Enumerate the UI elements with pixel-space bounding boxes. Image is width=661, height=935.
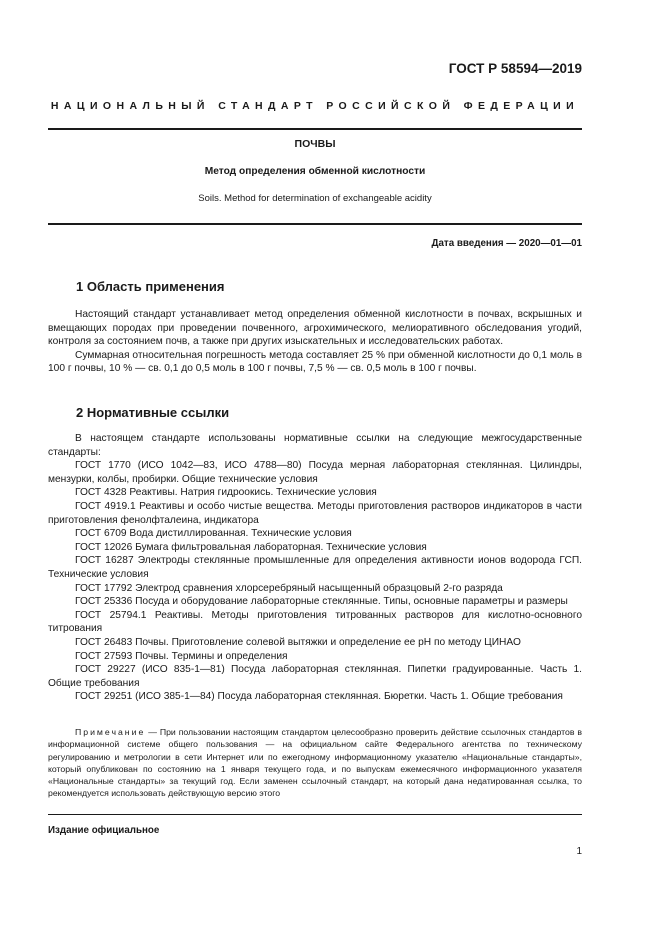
note-label: Примечание: [75, 727, 146, 737]
paragraph: Настоящий стандарт устанавливает метод определения обменной кислотности в почвах, вскрышных и вмещающих породах при проведении почвенного, агрохимического, мелиоративного обследования угодий, контроля за состоянием почв, а также при других изыскательных и исследовательских работах.: [48, 309, 582, 348]
reference-item: ГОСТ 4919.1 Реактивы и особо чистые вещества. Методы приготовления растворов индикаторов в части приготовления фенолфталеина, индикатора: [48, 500, 582, 526]
page-number: 1: [576, 846, 582, 857]
reference-item: ГОСТ 4328 Реактивы. Натрия гидроокись. Технические условия: [75, 487, 377, 499]
section-heading-references: 2 Нормативные ссылки: [76, 405, 230, 420]
reference-item: ГОСТ 17792 Электрод сравнения хлорсеребряный насыщенный образцовый 2-го разряда: [75, 582, 503, 594]
section-body-scope: [48, 308, 582, 376]
english-title: Soils. Method for determination of exchangeable acidity: [198, 193, 432, 204]
note-paragraph: [48, 726, 582, 800]
paragraph: Суммарная относительная погрешность метода составляет 25 % при обменной кислотности до 0,1 моль в 100 г почвы, 10 % — св. 0,1 до 0,5 моль в 100 г почвы, 7,5 % — св. 0,5 моль в 100 г почвы.: [48, 349, 582, 375]
section-body-references: [48, 432, 582, 704]
title-divider: [48, 223, 582, 225]
standard-code: ГОСТ Р 58594—2019: [448, 61, 582, 76]
top-divider: [48, 128, 582, 130]
reference-item: ГОСТ 25336 Посуда и оборудование лабораторные стеклянные. Типы, основные параметры и размеры: [75, 596, 568, 608]
edition-label: Издание официальное: [48, 825, 160, 836]
footer-divider: [48, 814, 582, 815]
paragraph: В настоящем стандарте использованы нормативные ссылки на следующие межгосударственные стандарты:: [48, 433, 582, 458]
reference-item: ГОСТ 29251 (ИСО 385-1—84) Посуда лабораторная стеклянная. Бюретки. Часть 1. Общие требования: [75, 691, 563, 703]
reference-item: ГОСТ 12026 Бумага фильтровальная лабораторная. Технические условия: [75, 541, 427, 553]
introduction-date: Дата введения — 2020—01—01: [431, 238, 582, 249]
national-standard-banner: НАЦИОНАЛЬНЫЙ СТАНДАРТ РОССИЙСКОЙ ФЕДЕРАЦИИ: [50, 100, 580, 112]
reference-item: ГОСТ 16287 Электроды стеклянные промышленные для определения активности ионов водорода ГСП. Технические условия: [48, 555, 582, 580]
reference-item: ГОСТ 25794.1 Реактивы. Методы приготовления титрованных растворов для кислотно-основного титрования: [48, 609, 582, 635]
reference-item: ГОСТ 6709 Вода дистиллированная. Технические условия: [75, 528, 352, 540]
reference-item: ГОСТ 1770 (ИСО 1042—83, ИСО 4788—80) Посуда мерная лабораторная стеклянная. Цилиндры, мензурки, колбы, пробирки. Общие технические условия: [48, 460, 582, 485]
document-title: ПОЧВЫ: [294, 138, 336, 150]
reference-item: ГОСТ 27593 Почвы. Термины и определения: [75, 650, 288, 662]
reference-item: ГОСТ 26483 Почвы. Приготовление солевой вытяжки и определение ее pH по методу ЦИНАО: [75, 636, 521, 648]
section-heading-scope: 1 Область применения: [76, 279, 225, 294]
document-subtitle: Метод определения обменной кислотности: [204, 166, 426, 177]
note-text: — При пользовании настоящим стандартом целесообразно проверить действие ссылочных стандартов в информационной системе общего пользования — на официальном сайте Федерального агентства по техническому регулированию и метрологии в сети Интернет или по ежегодному информационному указателю «Национальные стандарты», который опубликован по состоянию на 1 января текущего года, и по выпускам ежемесячного информационного указателя «Национальные стандарты» за текущий год. Если заменен ссылочный стандарт, на который дана недатированная ссылка, то рекомендуется использовать действующую версию этого: [48, 727, 582, 799]
reference-item: ГОСТ 29227 (ИСО 835-1—81) Посуда лабораторная стеклянная. Пипетки градуированные. Часть 1. Общие требования: [48, 664, 582, 689]
